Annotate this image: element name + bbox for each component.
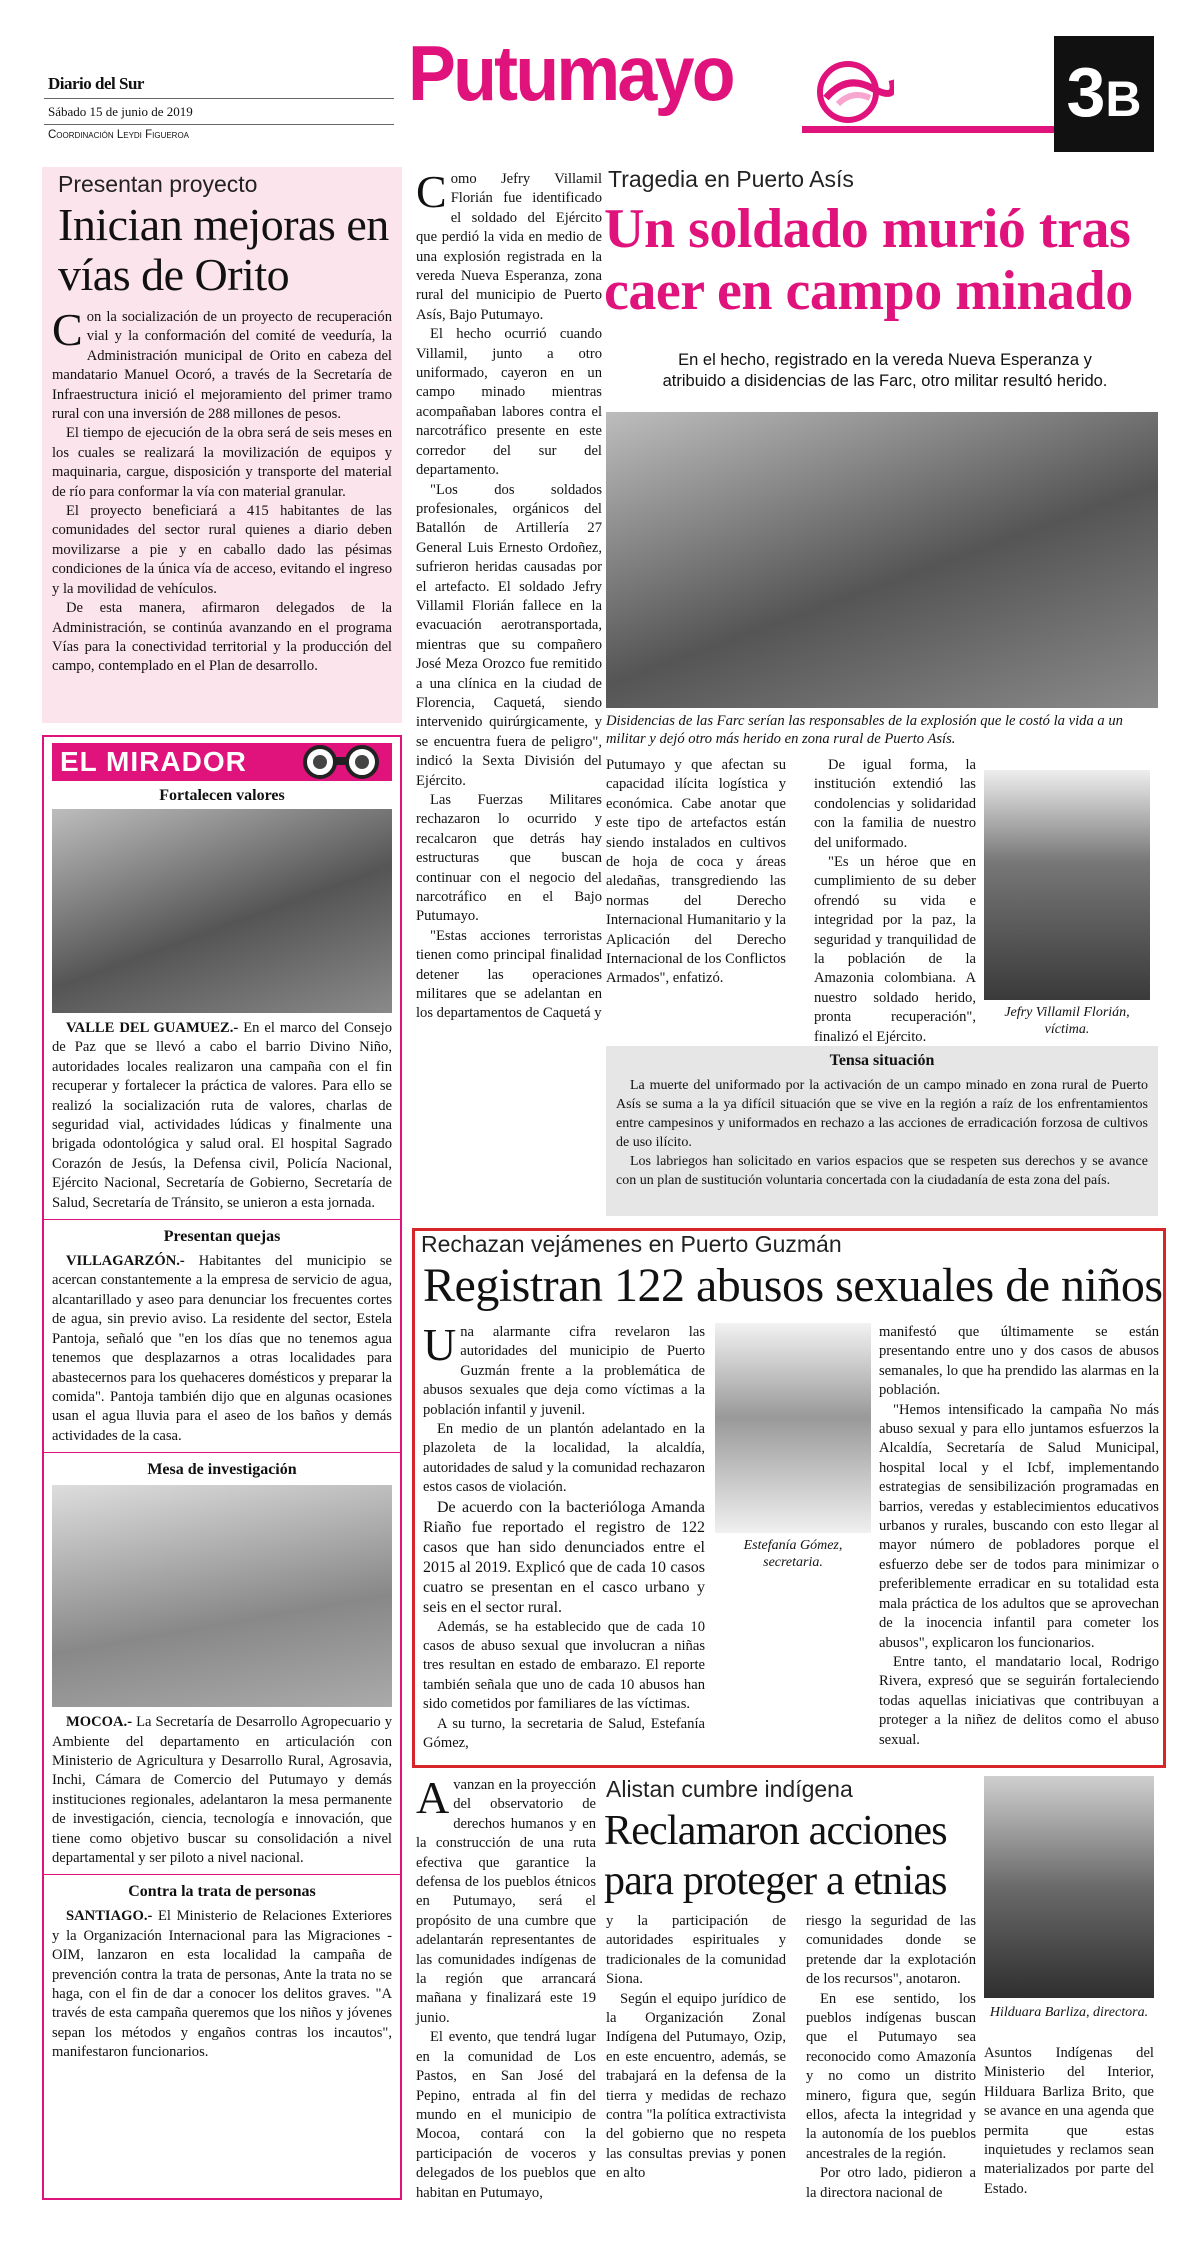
article-paragraph: Avanzan en la proyección del observatorio de derechos humanos y en la construcción de una ruta efectiva que garantice la defensa de los pueblos étnicos en Putumayo, será el propósito de una cumbre que adelantarán representantes de las comunidades indígenas de la región que arrancará mañana y finalizará este 19 junio. [416, 1772, 596, 2026]
mirador-photo-mesa [52, 1485, 392, 1707]
indigena-col3 [806, 1912, 976, 2203]
brief-title: Contra la trata de personas [128, 1883, 316, 1901]
mirador-banner: EL MIRADOR [52, 743, 392, 781]
article-kicker: Tragedia en Puerto Asís [608, 166, 854, 192]
brief-text: MOCOA.- La Secretaría de Desarrollo Agropecuario y Ambiente del departamento en articulación con Ministerio de Agricultura y Desarrollo Rural, Agrosavia, Inchi, Cámara de Comercio del Putumayo y demás instituciones regionales, adelantaron la mesa permanente de investigación, ciencia, tecnología e innovación, que tiene como objetivo buscar su consolidación a nivel departamental y ser piloto a nivel nacional. [52, 1714, 392, 1866]
sidebar-title: Tensa situación [829, 1052, 935, 1069]
soldado-col2 [606, 756, 786, 989]
article-paragraph: "Los dos soldados profesionales, orgánicos del Batallón de Artillería 27 General Luis Ernesto Ordoñez, sufrieron heridas causadas por el artefacto. El soldado Jefry Villamil Florián fallece en la evacuación aerotransportada, mientras que su compañero José Meza Orozco fue remitido a una clínica en la ciudad de Florencia, Caquetá, siendo intervenido quirúrgicamente, y se encuentra fuera de peligro", indicó la Sexta División del Ejército. [416, 481, 602, 789]
secretary-portrait [715, 1323, 871, 1533]
sidebar-paragraph: La muerte del uniformado por la activación de un campo minado en zona rural de Puerto Asís se suma a la ya difícil situación que se vive en la región a raíz de los enfrentamientos entre campesinos y uniformados en rechazo a las acciones de erradicación forzosa de cultivos de uso ilícito. [616, 1078, 1148, 1150]
drop-cap: C [52, 304, 83, 355]
drop-cap: A [416, 1772, 450, 1823]
indigena-col4 [984, 2044, 1154, 2199]
page-number: 3 [1066, 53, 1106, 131]
page-number-box [1054, 36, 1154, 152]
article-paragraph: De acuerdo con la bacterióloga Amanda Riaño fue reportado el registro de 122 casos que han sido denunciados entre el 2015 al 2019. Explicó que de cada 10 casos cuatro se presentan en el casco urbano y seis en el sector rural. [423, 1498, 705, 1616]
photo-caption: Hilduara Barliza, directora. [989, 2005, 1149, 2020]
brief-text: VILLAGARZÓN.- Habitantes del municipio se acercan constantemente a la empresa de servicio de agua, alcantarillado y aseo para denunciar los frecuentes cortes de agua, sin previo aviso. La residente del sector, Estela Pantoja, señaló que "en los días que no tenemos agua tenemos que desplazarnos a otras localidades para abastecernos para los quehaceres domésticos y preparar la comida". Pantoja también dijo que en algunas ocasiones usan el agua lluvia para el aseo de los baños y demás actividades de la casa. [52, 1253, 392, 1444]
brief-title: Fortalecen valores [159, 787, 285, 804]
article-paragraph: Según el equipo jurídico de la Organización Zonal Indígena del Putumayo, Ozip, en este encuentro, además, se trabajará en la defensa de la tierra y medidas de rechazo contra "la política extractivista del gobierno que no respeta las consultas previas y ponen en alto [606, 1990, 786, 2182]
brief-text: SANTIAGO.- El Ministerio de Relaciones Exteriores y la Organización Internacional para las Migraciones -OIM, lanzaron en esta localidad la campaña de prevención contra la trata de personas, Ante la trata no se haga, con el fin de dar a conocer los delitos graves. "A través de esta campaña queremos que los niños y jóvenes sepan los métodos y engaños contras los incautos", manifestaron funcionarios. [52, 1908, 392, 2061]
victim-portrait [984, 770, 1150, 1000]
indigena-col1 [416, 1772, 596, 2203]
article-paragraph: Asuntos Indígenas del Ministerio del Interior, Hilduara Barliza Brito, que se avance en una agenda que permita que estas inquietudes y reclamos sean materializados por parte del Estado. [984, 2045, 1154, 2197]
photo-caption: Estefanía Gómez, secretaria. [743, 1538, 843, 1570]
article-paragraph: El proyecto beneficiará a 415 habitantes de las comunidades del sector rural quienes a diario deben movilizarse a pie y en caballo dado las pésimas condiciones de la única vía de acceso, evitando el ingreso y la movilidad de vehículos. [52, 503, 392, 597]
article-kicker: Alistan cumbre indígena [606, 1776, 853, 1802]
brief-text: VALLE DEL GUAMUEZ.- En el marco del Consejo de Paz que se llevó a cabo el barrio Divino Niño, autoridades locales realizaron una campaña con el fin recuperar y fortalecer la práctica de valores. Para ello se realizó la socialización ruta de valores, charlas de seguridad vial, actividades lúdicas y finalmente una brigada odontológica y salud oral. El hospital Sagrado Corazón de Jesús, la Defensa civil, Policía Nacional, Ejército Nacional, Secretaría de Gobierno, Secretaría de Salud, Secretaría de Tránsito, se unieron a esta jornada. [52, 1020, 392, 1211]
article-kicker: Presentan proyecto [58, 171, 258, 197]
portrait-caption: Jefry Villamil Florián, víctima. [1004, 1005, 1130, 1037]
brief-title: Mesa de investigación [147, 1461, 297, 1479]
orito-article [42, 167, 402, 723]
article-kicker: Rechazan vejámenes en Puerto Guzmán [421, 1231, 842, 1257]
article-paragraph: Entre tanto, el mandatario local, Rodrigo Rivera, expresó que se seguirán fortaleciendo todas aquellas iniciativas que contribuyan a proteger a la niñez de delitos como el abuso sexual. [879, 1653, 1159, 1748]
article-paragraph: En ese sentido, los pueblos indígenas buscan que el Putumayo sea reconocido como Amazonía y no como un distrito minero, figura que, según ellos, afecta la integridad y la autonomía de los pueblos ancestrales de la región. [806, 1990, 976, 2162]
article-paragraph: El hecho ocurrió cuando Villamil, junto a otro uniformado, cayeron en un campo minado mientras acompañaban labores contra el narcotráfico presente en este corredor del sur del departamento. [416, 326, 602, 479]
article-paragraph: El evento, que tendrá lugar en la comunidad de Los Pastos, en San José del Pepino, entrada al fin del mundo en el municipio de Mocoa, contará con la participación de voceros y delegados de los pueblos que habitan en Putumayo, [416, 2029, 596, 2201]
article-deck: En el hecho, registrado en la vereda Nueva Esperanza y atribuido a disidencias de las Farc, otro militar resultó herido. [662, 351, 1108, 390]
mirador-box [42, 735, 402, 2200]
article-headline: Inician mejoras en vías de Orito [58, 199, 389, 300]
article-paragraph: y la participación de autoridades espirituales y tradicionales de la comunidad Siona. [606, 1913, 786, 1988]
drop-cap: C [416, 166, 447, 217]
article-paragraph: manifestó que últimamente se están presentando entre uno y dos casos de abusos semanales, lo que ha prendido las alarmas en la población. [879, 1324, 1159, 1399]
article-paragraph: Una alarmante cifra revelaron las autoridades del municipio de Puerto Guzmán frente a la problemática de abusos sexuales que deja como víctimas a la población infantil y juvenil. [423, 1319, 705, 1418]
section-divider [44, 1874, 400, 1875]
issue-date: Sábado 15 de junio de 2019 [48, 104, 193, 119]
article-paragraph: A su turno, la secretaria de Salud, Estefanía Gómez, [423, 1715, 705, 1752]
binoculars-icon [296, 745, 386, 779]
article-paragraph: Como Jefry Villamil Florián fue identificado el soldado del Ejército que perdió la vida en medio de una explosión registrada en la vereda Nueva Esperanza, zona rural del municipio de Puerto Asís, Bajo Putumayo. [416, 166, 602, 323]
abusos-col2 [879, 1323, 1159, 1750]
article-paragraph: Putumayo y que afectan su capacidad ilícita logística y económica. Cabe anotar que este tipo de artefactos están siendo instalados en cultivos de hoja de coca y áreas aledañas, transgrediendo las normas del Derecho Internacional Humanitario y la Aplicación del Derecho Internacional de los Conflictos Armados", enfatizó. [606, 757, 786, 987]
article-paragraph: "Hemos intensificado la campaña No más abuso sexual y para ello juntamos esfuerzos la Alcaldía, Secretaría de Salud Municipal, hospital local y el Icbf, implementando estrategias de sensibilización programadas en barrios, veredas y establecimientos educativos urbanos y rurales, buscando con esto llegar al mayor número de pobladores porque el esfuerzo debe ser de todos para minimizar o preferiblemente erradicar en su totalidad esta mala práctica de los adultos que se aprovechan de la inocencia infantil para cometer los abusos", explicaron los funcionarios. [879, 1401, 1159, 1651]
article-paragraph: En medio de un plantón adelantado en la plazoleta de la localidad, la alcaldía, autoridades de salud y la comunidad rechazaron estos casos de violación. [423, 1421, 705, 1496]
article-paragraph: "Estas acciones terroristas tienen como principal finalidad detener las operaciones militares que se adelantan en los departamentos de Caquetá y [416, 927, 602, 1022]
sidebar-tensa [606, 1046, 1158, 1216]
article-headline: Un soldado murió tras caer en campo minado [604, 198, 1133, 322]
article-paragraph: Además, se ha establecido que de cada 10 casos de abuso sexual que involucran a niñas tres resultan en estado de embarazo. El reporte también señala que uno de cada 10 abusos han sido cometidos por familiares de las víctimas. [423, 1618, 705, 1713]
abusos-col1 [423, 1319, 705, 1754]
article-paragraph: Las Fuerzas Militares rechazaron lo ocurrido y recalcaron que detrás hay estructuras que buscan continuar con el negocio del narcotráfico en el Bajo Putumayo. [416, 792, 602, 925]
article-paragraph: riesgo la seguridad de las comunidades donde se pretende dar la explotación de los recursos", anotaron. [806, 1913, 976, 1988]
abusos-article [412, 1228, 1166, 1768]
soldado-col1 [416, 166, 602, 1024]
photo-caption: Disidencias de las Farc serían las responsables de la explosión que le costó la vida a un militar y dejó otro más herido en zona rural de Puerto Asís. [606, 713, 1123, 747]
masthead [44, 30, 1154, 160]
wave-logo-icon [812, 58, 894, 124]
indigena-col2 [606, 1912, 786, 2184]
article-paragraph: De igual forma, la institución extendió las condolencias y solidaridad con la familia de nuestro del uniformado. [814, 757, 976, 851]
section-divider [44, 1452, 400, 1453]
article-paragraph: Por otro lado, pidieron a la directora nacional de [806, 2165, 976, 2201]
soldado-col3 [814, 756, 976, 1047]
masthead-rule [44, 124, 394, 125]
section-title: Putumayo [408, 29, 733, 117]
drop-cap: U [423, 1319, 457, 1370]
article-paragraph: Con la socialización de un proyecto de recuperación vial y la conformación del comité de veeduría, la Administración municipal de Orito en cabeza del mandatario Manuel Ocoró, a través de la Secretaría de Infraestructura inició el mejoramiento del primer tramo rural con una inversión de 288 millones de pesos. [52, 304, 392, 423]
article-paragraph: El tiempo de ejecución de la obra será de seis meses en los cuales se realizará la movilización de equipos y maquinaria, cargue, disposición y transporte del material de río para conformar la vía con material granular. [52, 425, 392, 500]
paper-logo: Diario del Sur [48, 74, 144, 93]
coordinator: Coordinación Leydi Figueroa [48, 129, 190, 141]
page-letter: B [1105, 71, 1142, 127]
article-paragraph: De esta manera, afirmaron delegados de la Administración, se continúa avanzando en el programa Vías para la conectividad territorial y la producción del campo, contemplado en el Plan de desarrollo. [52, 600, 392, 675]
article-headline: Registran 122 abusos sexuales de niños [423, 1259, 1163, 1312]
article-paragraph: "Es un héroe que en cumplimiento de su deber ofrendó su vida e integridad por la paz, la seguridad y tranquilidad de la población de la Amazonia colombiana. A nuestro soldado herido, pronta recuperación", finalizó el Ejército. [814, 854, 976, 1045]
masthead-rule [44, 98, 394, 99]
soldiers-photo [606, 412, 1158, 708]
director-portrait [984, 1776, 1154, 1998]
mirador-photo-valores [52, 809, 392, 1013]
sidebar-paragraph: Los labriegos han solicitado en varios espacios que se respeten sus derechos y se avance con un plan de sustitución voluntaria concertada con la ciudadanía de esta zona del país. [616, 1154, 1148, 1188]
article-headline: Reclamaron acciones para proteger a etnias [604, 1808, 947, 1904]
brief-title: Presentan quejas [163, 1228, 281, 1246]
section-divider [44, 1219, 400, 1220]
